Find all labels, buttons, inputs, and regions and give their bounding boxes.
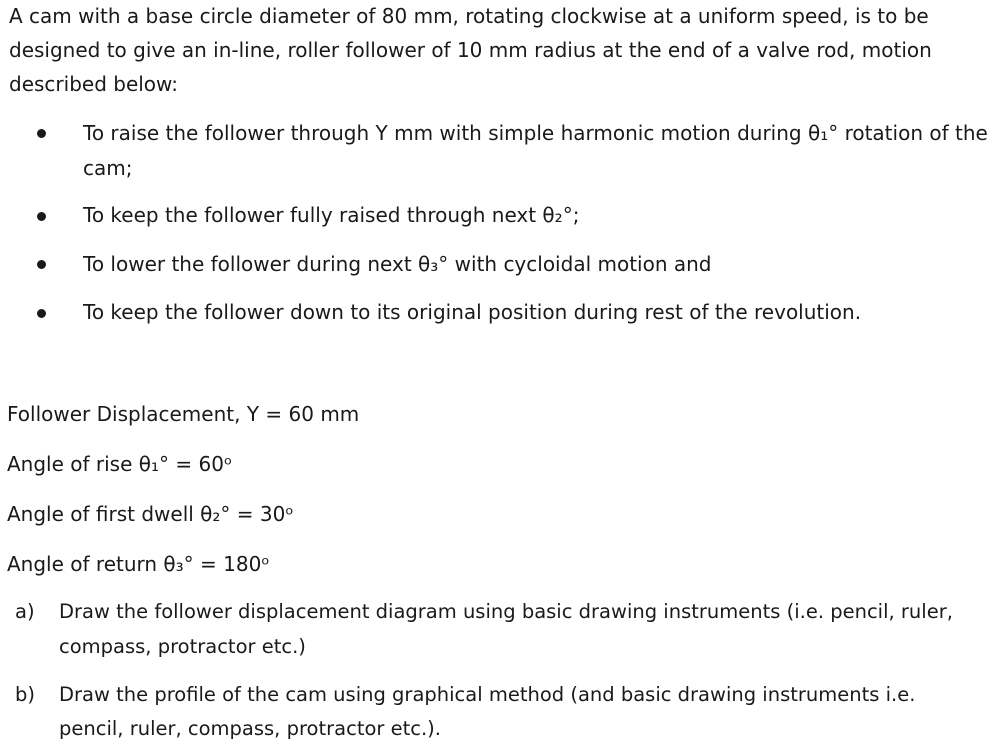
bullet-item-2: To keep the follower fully raised through next θ₂°; <box>83 203 580 227</box>
given-angle-return: Angle of return θ₃° = 180ᵒ <box>7 552 270 576</box>
question-b-line-1: Draw the profile of the cam using graphical method (and basic drawing instruments i.e. <box>59 683 916 706</box>
bullet-dot <box>37 260 46 269</box>
question-b-line-2: pencil, ruler, compass, protractor etc.). <box>59 717 441 740</box>
given-displacement: Follower Displacement, Y = 60 mm <box>7 402 360 426</box>
bullet-dot <box>37 309 46 318</box>
intro-line-3: described below: <box>9 72 179 96</box>
given-angle-dwell: Angle of first dwell θ₂° = 30ᵒ <box>7 502 294 526</box>
intro-line-2: designed to give an in-line, roller follower of 10 mm radius at the end of a valve rod, motion <box>9 38 932 62</box>
question-a-line-1: Draw the follower displacement diagram using basic drawing instruments (i.e. pencil, ruler, <box>59 600 953 623</box>
bullet-item-4: To keep the follower down to its original position during rest of the revolution. <box>83 300 862 324</box>
given-angle-rise: Angle of rise θ₁° = 60ᵒ <box>7 452 233 476</box>
question-a-label: a) <box>15 600 35 623</box>
bullet-item-3: To lower the follower during next θ₃° with cycloidal motion and <box>83 252 712 276</box>
bullet-item-1-line-2: cam; <box>83 156 133 180</box>
question-b-label: b) <box>15 683 35 706</box>
bullet-dot <box>37 212 46 221</box>
question-a-line-2: compass, protractor etc.) <box>59 635 306 658</box>
bullet-item-1-line-1: To raise the follower through Y mm with simple harmonic motion during θ₁° rotation of the <box>83 121 988 145</box>
intro-line-1: A cam with a base circle diameter of 80 mm, rotating clockwise at a uniform speed, is to be <box>9 4 929 28</box>
bullet-dot <box>37 129 46 138</box>
